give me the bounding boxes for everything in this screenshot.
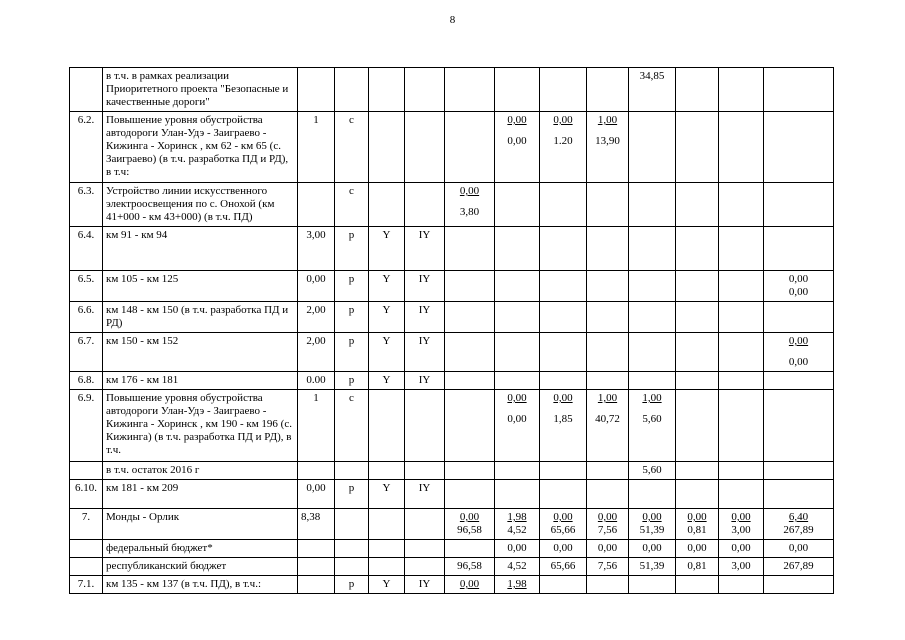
row-length: 0,00 xyxy=(298,271,335,302)
cell-value: 0,00 0,81 xyxy=(676,509,719,540)
cell-value: 34,85 xyxy=(629,68,676,112)
cell-value: 0,00 xyxy=(445,576,495,594)
table-row xyxy=(70,540,834,558)
cell-value: 267,89 xyxy=(764,558,834,576)
row-category: Y xyxy=(369,333,405,372)
cell-value: 0,00 65,66 xyxy=(540,509,587,540)
row-number: 6.3. xyxy=(70,183,103,227)
row-class: IY xyxy=(405,227,445,271)
cell-value: 5,60 xyxy=(629,462,676,480)
row-stage: с xyxy=(335,112,369,183)
cell-value: 0,00 xyxy=(587,540,629,558)
row-stage: р xyxy=(335,480,369,509)
cell-value: 0,81 xyxy=(676,558,719,576)
table-row xyxy=(70,112,834,183)
row-stage: р xyxy=(335,271,369,302)
row-name: Повышение уровня обустройства автодороги Улан-Удэ - Заиграево - Кижинга - Хоринск , км 190 - км 196 (с. Кижинга) (в т.ч. разработка ПД и РД), в т.ч. xyxy=(103,390,298,462)
cell-value: 0,00 0,00 xyxy=(495,390,540,462)
row-stage: р xyxy=(335,576,369,594)
cell-value: 4,52 xyxy=(495,558,540,576)
row-class: IY xyxy=(405,372,445,390)
cell-value: 1,00 13,90 xyxy=(587,112,629,183)
table-row xyxy=(70,462,834,480)
table-row xyxy=(70,576,834,594)
table-row xyxy=(70,302,834,333)
row-length: 1 xyxy=(298,390,335,462)
cell-value: 0,00 xyxy=(764,540,834,558)
table-row xyxy=(70,183,834,227)
cell-value: 1,00 5,60 xyxy=(629,390,676,462)
cell-value: 3,00 xyxy=(719,558,764,576)
row-name: км 181 - км 209 xyxy=(103,480,298,509)
row-number: 6.9. xyxy=(70,390,103,462)
row-length: 1 xyxy=(298,112,335,183)
row-category: Y xyxy=(369,576,405,594)
cell-value: 0,00 7,56 xyxy=(587,509,629,540)
row-number: 6.2. xyxy=(70,112,103,183)
cell-value: 0,00 96,58 xyxy=(445,509,495,540)
row-name: км 148 - км 150 (в т.ч. разработка ПД и РД) xyxy=(103,302,298,333)
row-stage: р xyxy=(335,333,369,372)
row-name: в т.ч. остаток 2016 г xyxy=(103,462,298,480)
row-category: Y xyxy=(369,302,405,333)
row-stage: р xyxy=(335,372,369,390)
row-number: 7. xyxy=(70,509,103,540)
row-length: 2,00 xyxy=(298,302,335,333)
row-category: Y xyxy=(369,372,405,390)
table-row xyxy=(70,390,834,462)
cell-value: 0,00 0,00 xyxy=(764,333,834,372)
cell-value: 0,00 0,00 xyxy=(764,271,834,302)
table-row xyxy=(70,372,834,390)
row-number: 6.8. xyxy=(70,372,103,390)
table-row xyxy=(70,227,834,271)
row-name: км 176 - км 181 xyxy=(103,372,298,390)
row-length: 0,00 xyxy=(298,480,335,509)
cell-value: 0,00 1,85 xyxy=(540,390,587,462)
row-class: IY xyxy=(405,333,445,372)
row-class: IY xyxy=(405,576,445,594)
row-number: 6.5. xyxy=(70,271,103,302)
cell-value: 0,00 xyxy=(540,540,587,558)
table-row xyxy=(70,480,834,509)
row-name: км 91 - км 94 xyxy=(103,227,298,271)
cell-value: 96,58 xyxy=(445,558,495,576)
row-class: IY xyxy=(405,271,445,302)
row-length: 8,38 xyxy=(298,509,335,540)
row-number: 7.1. xyxy=(70,576,103,594)
cell-value: 1,98 xyxy=(495,576,540,594)
row-name: в т.ч. в рамках реализации Приоритетного проекта "Безопасные и качественные дороги" xyxy=(103,68,298,112)
row-class: IY xyxy=(405,480,445,509)
row-number: 6.7. xyxy=(70,333,103,372)
row-name: км 135 - км 137 (в т.ч. ПД), в т.ч.: xyxy=(103,576,298,594)
table-row xyxy=(70,558,834,576)
row-name: Монды - Орлик xyxy=(103,509,298,540)
cell-value: 0,00 3,80 xyxy=(445,183,495,227)
row-category: Y xyxy=(369,480,405,509)
row-length: 3,00 xyxy=(298,227,335,271)
cell-value: 0,00 xyxy=(676,540,719,558)
cell-value: 0,00 3,00 xyxy=(719,509,764,540)
cell-value: 0,00 xyxy=(719,540,764,558)
cell-value: 65,66 xyxy=(540,558,587,576)
cell-value: 0,00 xyxy=(629,540,676,558)
row-stage: с xyxy=(335,390,369,462)
cell-value: 0,00 xyxy=(495,540,540,558)
table-row xyxy=(70,271,834,302)
row-name: км 105 - км 125 xyxy=(103,271,298,302)
page-number: 8 xyxy=(449,14,456,26)
cell-value: 51,39 xyxy=(629,558,676,576)
table-row xyxy=(70,333,834,372)
row-stage: с xyxy=(335,183,369,227)
table-row xyxy=(70,509,834,540)
row-number: 6.10. xyxy=(70,480,103,509)
cell-value: 0,00 0,00 xyxy=(495,112,540,183)
row-name: Устройство линии искусственного электроосвещения по с. Онохой (км 41+000 - км 43+000) (в т.ч. ПД) xyxy=(103,183,298,227)
road-works-table xyxy=(69,67,834,594)
cell-value: 6,40 267,89 xyxy=(764,509,834,540)
row-name: федеральный бюджет* xyxy=(103,540,298,558)
table-row xyxy=(70,68,834,112)
row-category: Y xyxy=(369,271,405,302)
row-name: км 150 - км 152 xyxy=(103,333,298,372)
cell-value: 1,98 4,52 xyxy=(495,509,540,540)
row-number: 6.6. xyxy=(70,302,103,333)
row-length: 0.00 xyxy=(298,372,335,390)
cell-value: 0,00 51,39 xyxy=(629,509,676,540)
cell-value: 7,56 xyxy=(587,558,629,576)
row-stage: р xyxy=(335,227,369,271)
cell-value: 0,00 1.20 xyxy=(540,112,587,183)
row-name: Повышение уровня обустройства автодороги Улан-Удэ - Заиграево - Кижинга - Хоринск , км 62 - км 65 (с. Заиграево) (в т.ч. разработка ПД и РД), в т.ч: xyxy=(103,112,298,183)
row-name: республиканский бюджет xyxy=(103,558,298,576)
row-length: 2,00 xyxy=(298,333,335,372)
row-stage: р xyxy=(335,302,369,333)
cell-value: 1,00 40,72 xyxy=(587,390,629,462)
row-number: 6.4. xyxy=(70,227,103,271)
row-category: Y xyxy=(369,227,405,271)
row-class: IY xyxy=(405,302,445,333)
